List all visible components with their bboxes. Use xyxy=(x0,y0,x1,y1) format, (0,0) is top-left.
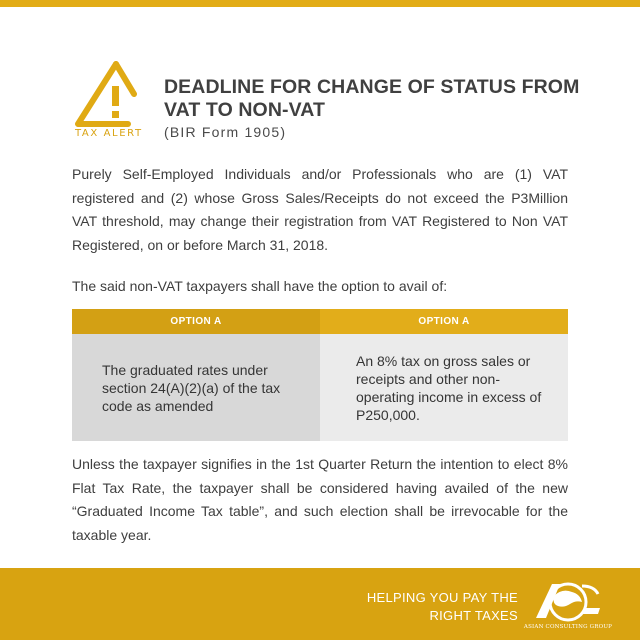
footer-band xyxy=(0,568,640,640)
tagline-line-2: RIGHT TAXES xyxy=(429,608,518,623)
page-title: DEADLINE FOR CHANGE OF STATUS FROM VAT TO NON-VAT xyxy=(164,76,580,121)
warning-triangle-icon xyxy=(70,58,150,128)
option-flat-tax: An 8% tax on gross sales or receipts and other non-operating income in excess of P250,000. xyxy=(320,334,568,441)
closing-paragraph: Unless the taxpayer signifies in the 1st Quarter Return the intention to elect 8% Flat Tax Rate, the taxpayer shall be considered having availed of the new “Graduated Income Tax table”, and such election shall be irrevocable for the taxable year. xyxy=(72,456,568,543)
footer-tagline xyxy=(358,589,518,625)
option-graduated-rates: The graduated rates under section 24(A)(2)(a) of the tax code as amended xyxy=(72,334,320,441)
top-accent-bar xyxy=(0,0,640,7)
option-heading-left: OPTION A xyxy=(72,309,320,334)
intro-paragraph: Purely Self-Employed Individuals and/or Professionals who are (1) VAT registered and (2) whose Gross Sales/Receipts do not exceed the P3Million VAT threshold, may change their registration from VAT Registered to Non VAT Registered, on or before March 31, 2018. xyxy=(72,166,568,253)
acg-logo xyxy=(522,578,614,636)
form-subtitle: (BIR Form 1905) xyxy=(164,124,287,140)
acg-logo-text: ASIAN CONSULTING GROUP xyxy=(523,624,613,630)
tagline-line-1: HELPING YOU PAY THE xyxy=(366,590,518,605)
tax-alert-label: TAX ALERT xyxy=(75,128,143,139)
options-lead-paragraph: The said non-VAT taxpayers shall have the option to avail of: xyxy=(72,278,448,294)
option-heading-right: OPTION A xyxy=(320,309,568,334)
options-table xyxy=(72,309,568,441)
tax-alert-logo xyxy=(70,58,150,142)
acg-globe-logo-icon xyxy=(522,578,614,624)
